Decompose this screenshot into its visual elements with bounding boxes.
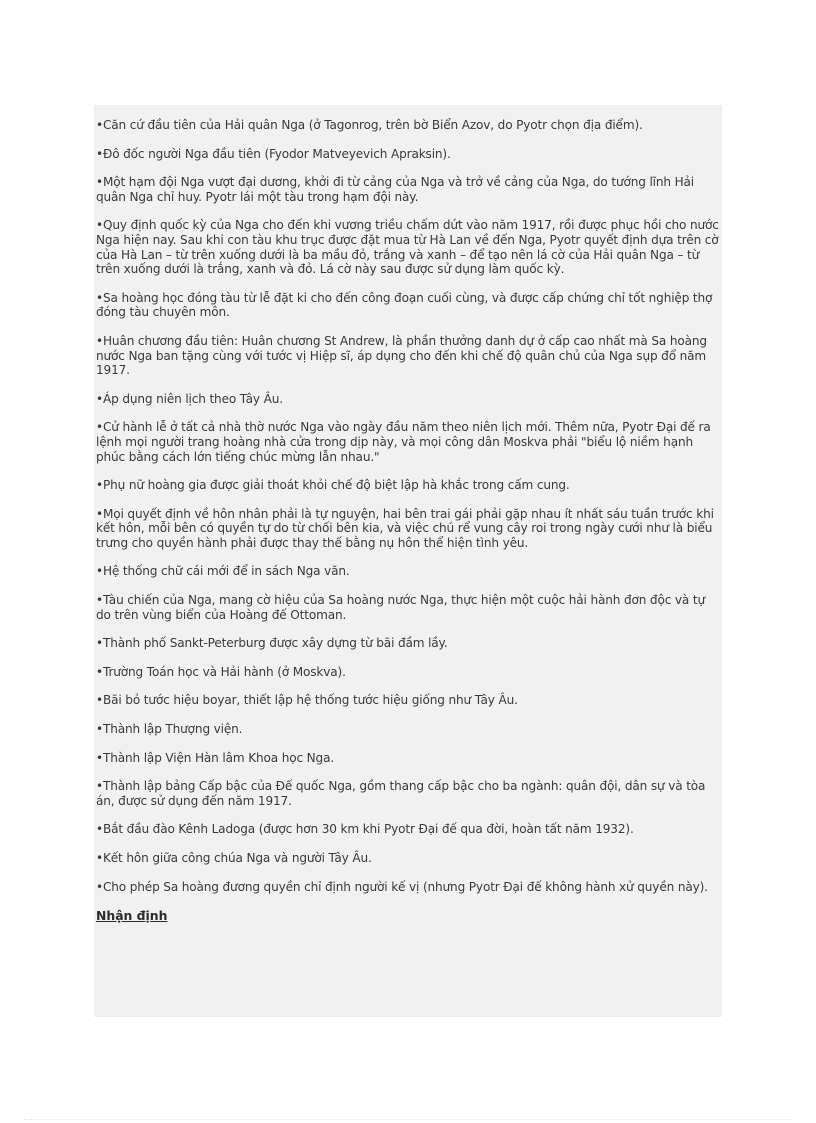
list-item: •Kết hôn giữa công chúa Nga và người Tây Âu. (96, 851, 372, 865)
list-item: •Mọi quyết định về hôn nhân phải là tự nguyện, hai bên trai gái phải gặp nhau ít nhất sáu tuần trước khi kết hôn, mỗi bên có quyền tự do từ chối bên kia, và việc chú rể vung cây roi trong ngày cưới như là biểu trưng cho quyền hành phải được thay thế bằng nụ hôn thể hiện tình yêu. (96, 506, 714, 550)
list-item: •Thành lập bảng Cấp bậc của Đế quốc Nga, gồm thang cấp bậc cho ba ngành: quân đội, dân sự và tòa án, được sử dụng đến năm 1917. (96, 779, 706, 808)
list-item: •Một hạm đội Nga vượt đại dương, khởi đi từ cảng của Nga và trở về cảng của Nga, do tướng lĩnh Hải quân Nga chỉ huy. Pyotr lái một tàu trong hạm đội này. (96, 175, 695, 204)
list-item: •Quy định quốc kỳ của Nga cho đến khi vương triều chấm dứt vào năm 1917, rồi được phục hồi cho nước Nga hiện nay. Sau khi con tàu khu trục được đặt mua từ Hà Lan về đến Nga, Pyotr quyết định dựa trên cờ của Hà Lan – từ trên xuống dưới là ba mầu đỏ, trắng và xanh – để tạo nên lá cờ của Hải quân Nga – từ trên xuống dưới là trắng, xanh và đỏ. Lá cờ này sau được sử dụng làm quốc kỳ. (96, 218, 719, 277)
list-item: •Thành phố Sankt-Peterburg được xây dựng từ bãi đầm lầy. (96, 636, 448, 651)
list-item: •Trường Toán học và Hải hành (ở Moskva). (96, 664, 346, 679)
list-item: •Áp dụng niên lịch theo Tây Âu. (96, 391, 283, 406)
list-item: •Căn cứ đầu tiên của Hải quân Nga (ở Tagonrog, trên bờ Biển Azov, do Pyotr chọn địa điểm). (96, 118, 643, 132)
document-content (94, 105, 722, 1017)
list-item: •Đô đốc người Nga đầu tiên (Fyodor Matveyevich Apraksin). (96, 146, 451, 161)
list-item: •Hệ thống chữ cái mới để in sách Nga văn. (96, 564, 350, 579)
list-item: •Tàu chiến của Nga, mang cờ hiệu của Sa hoàng nước Nga, thực hiện một cuộc hải hành đơn độc và tự do trên vùng biển của Hoàng đế Ottoman. (96, 593, 705, 622)
list-item: •Huân chương đầu tiên: Huân chương St Andrew, là phần thưởng danh dự ở cấp cao nhất mà Sa hoàng nước Nga ban tặng cùng với tước vị Hiệp sĩ, áp dụng cho đến khi chế độ quân chủ của Nga sụp đổ năm 1917. (96, 333, 707, 378)
list-item: •Bãi bỏ tước hiệu boyar, thiết lập hệ thống tước hiệu giống như Tây Âu. (96, 693, 518, 708)
list-item: •Cho phép Sa hoàng đương quyền chỉ định người kế vị (nhưng Pyotr Đại đế không hành xử quyền này). (96, 879, 708, 894)
list-item: •Thành lập Thượng viện. (96, 722, 243, 737)
list-item: •Thành lập Viện Hàn lâm Khoa học Nga. (96, 750, 335, 765)
list-item: •Phụ nữ hoàng gia được giải thoát khỏi chế độ biệt lập hà khắc trong cấm cung. (96, 478, 570, 493)
list-item: •Sa hoàng học đóng tàu từ lễ đặt ki cho đến công đoạn cuối cùng, và được cấp chứng chỉ tốt nghiệp thợ đóng tàu chuyên môn. (96, 290, 713, 320)
section-heading[interactable]: Nhận định (96, 908, 168, 924)
list-item: •Cử hành lễ ở tất cả nhà thờ nước Nga vào ngày đầu năm theo niên lịch mới. Thêm nữa, Pyotr Đại đế ra lệnh mọi người trang hoàng nhà cửa trong dịp này, và mọi công dân Moskva phải "biểu lộ niềm hạnh phúc bằng cách lớn tiếng chúc mừng lẫn nhau." (96, 420, 711, 464)
list-item: •Bắt đầu đào Kênh Ladoga (được hơn 30 km khi Pyotr Đại đế qua đời, hoàn tất năm 1932). (96, 822, 634, 837)
page-bottom-divider (24, 1119, 792, 1120)
